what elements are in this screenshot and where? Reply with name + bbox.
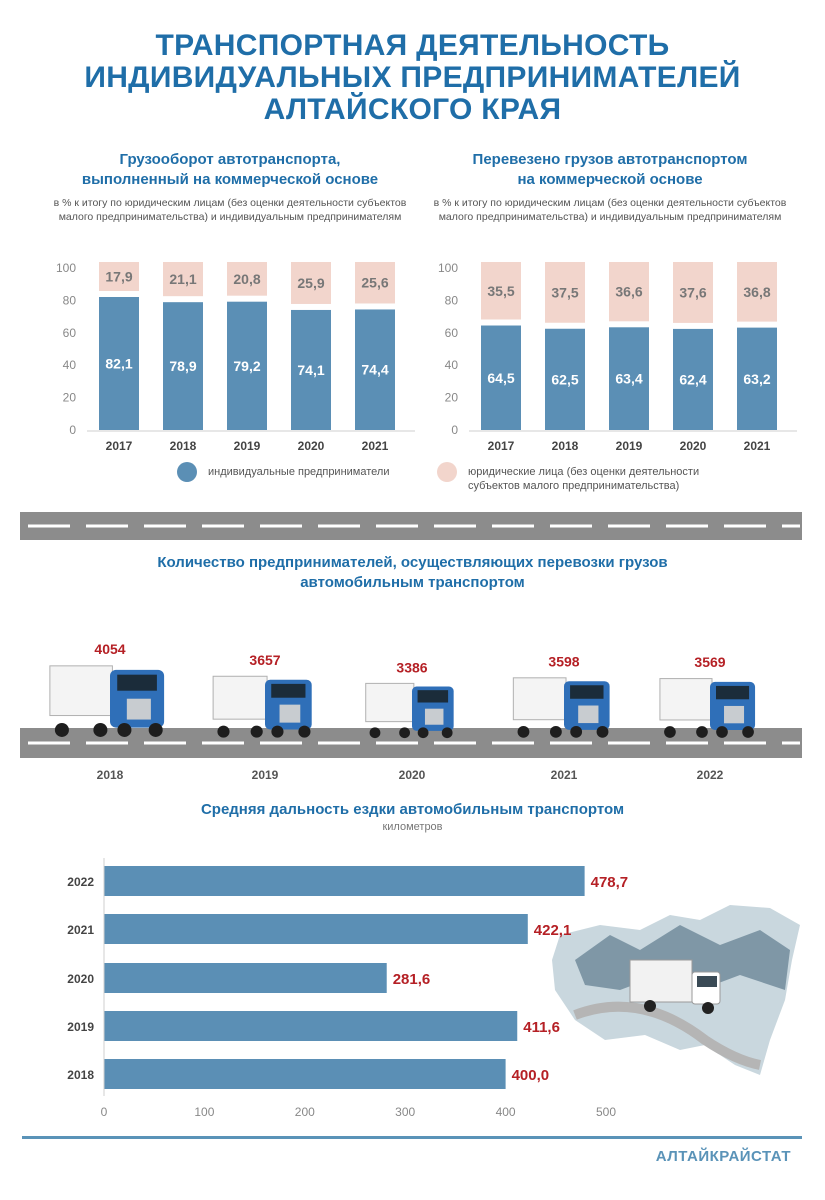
bar-legal-label: 20,8 <box>233 270 261 287</box>
truck-windshield <box>716 686 749 699</box>
distance-x-tick-label: 100 <box>194 1105 215 1119</box>
truck-wheel <box>271 726 283 738</box>
y-tick-label: 100 <box>55 261 76 275</box>
y-tick-label: 20 <box>62 390 76 405</box>
bar-ip-label: 62,5 <box>551 371 579 388</box>
x-tick-label: 2018 <box>169 439 197 453</box>
distance-bar <box>104 866 585 896</box>
distance-x-tick-label: 300 <box>395 1105 416 1119</box>
bar-ip-label: 79,2 <box>233 357 261 374</box>
truck-windshield <box>418 690 449 702</box>
truck-wheel <box>518 726 530 738</box>
truck-wheel <box>442 727 453 738</box>
title-line-3: АЛТАЙСКОГО КРАЯ <box>263 93 562 126</box>
legend-ip-label: индивидуальные предприниматели <box>208 466 390 478</box>
distance-year-label: 2020 <box>67 972 94 986</box>
road-divider <box>20 512 802 540</box>
bar-ip-label: 78,9 <box>169 358 197 375</box>
y-tick-label: 80 <box>444 293 458 308</box>
distance-bar <box>104 963 387 993</box>
bar-legal-label: 36,8 <box>743 283 771 300</box>
legend-legal-swatch <box>437 462 457 482</box>
distance-value-label: 478,7 <box>590 874 629 891</box>
y-tick-label: 60 <box>444 325 458 340</box>
bar-legal-label: 25,9 <box>297 274 325 291</box>
y-tick-label: 20 <box>444 390 458 405</box>
truck-year-label: 2021 <box>550 768 578 782</box>
altai-map-illustration <box>552 905 800 1075</box>
title-line-1: ТРАНСПОРТНАЯ ДЕЯТЕЛЬНОСТЬ <box>155 29 670 62</box>
x-tick-label: 2021 <box>361 439 389 453</box>
truck-value-label: 3386 <box>396 659 428 676</box>
bar-ip-label: 74,1 <box>297 361 325 378</box>
left-chart-title-line-2: выполненный на коммерческой основе <box>81 171 379 188</box>
truck-wheel <box>550 726 562 738</box>
bar-ip-label: 63,2 <box>743 370 771 387</box>
distance-value-label: 281,6 <box>392 971 431 988</box>
title-line-2: ИНДИВИДУАЛЬНЫХ ПРЕДПРИНИМАТЕЛЕЙ <box>84 61 741 94</box>
distance-value-label: 400,0 <box>511 1067 550 1084</box>
truck-value-label: 3657 <box>249 651 281 668</box>
distance-value-label: 422,1 <box>533 922 572 939</box>
truck-year-label: 2018 <box>96 768 124 782</box>
truck-wheel <box>664 726 676 738</box>
x-tick-label: 2021 <box>743 439 771 453</box>
trucks-title-line-2: автомобильным транспортом <box>300 574 525 591</box>
x-tick-label: 2020 <box>679 439 707 453</box>
trucks-road <box>20 728 802 758</box>
truck-year-label: 2019 <box>251 768 279 782</box>
truck-wheel <box>217 726 229 738</box>
truck-trailer <box>213 676 267 719</box>
truck-wheel <box>149 723 163 737</box>
y-tick-label: 40 <box>444 358 458 373</box>
truck-trailer <box>366 683 414 721</box>
distance-unit: километров <box>382 821 443 833</box>
y-tick-label: 60 <box>62 325 76 340</box>
map-truck-windshield <box>697 976 717 987</box>
distance-year-label: 2019 <box>67 1020 94 1034</box>
distance-chart <box>67 858 628 1119</box>
truck-trailer <box>50 666 113 716</box>
bar-legal-label: 37,6 <box>679 284 707 301</box>
x-tick-label: 2018 <box>551 439 579 453</box>
bar-ip-label: 74,4 <box>361 361 389 378</box>
truck-wheel <box>696 726 708 738</box>
distance-year-label: 2021 <box>67 923 94 937</box>
truck-trailer <box>660 679 712 720</box>
distance-bar <box>104 914 528 944</box>
truck-grille <box>127 699 151 720</box>
truck-grille <box>578 706 598 724</box>
truck-wheel <box>570 726 582 738</box>
map-truck-wheel <box>702 1002 714 1014</box>
truck-grille <box>280 705 301 723</box>
bar-legal-label: 21,1 <box>169 271 197 288</box>
distance-year-label: 2018 <box>67 1068 94 1082</box>
y-tick-label: 100 <box>437 261 458 275</box>
distance-x-tick-label: 200 <box>294 1105 315 1119</box>
right-chart-subtitle: в % к итогу по юридическим лицам (без оценки деятельности субъектов малого предпринимательства) и индивидуальным предпринимателям <box>433 197 787 223</box>
map-truck-wheel <box>644 1000 656 1012</box>
right-stacked-chart <box>438 261 797 453</box>
trucks-section-title <box>0 553 825 593</box>
right-chart-title-line-2: на коммерческой основе <box>517 171 703 188</box>
distance-year-label: 2022 <box>67 875 94 889</box>
x-tick-label: 2017 <box>487 439 515 453</box>
distance-value-label: 411,6 <box>523 1019 560 1036</box>
truck-value-label: 3598 <box>548 653 580 670</box>
bar-ip-label: 64,5 <box>487 369 515 386</box>
left-chart-title-line-1: Грузооборот автотранспорта, <box>119 151 341 168</box>
truck-wheel <box>251 726 263 738</box>
x-tick-label: 2020 <box>297 439 325 453</box>
trucks-title-line-1: Количество предпринимателей, осуществляющих перевозки грузов <box>157 554 668 571</box>
truck-value-label: 3569 <box>694 654 726 671</box>
x-tick-label: 2019 <box>233 439 261 453</box>
truck-year-label: 2022 <box>696 768 724 782</box>
x-tick-label: 2019 <box>615 439 643 453</box>
truck-wheel <box>370 727 381 738</box>
truck-wheel <box>418 727 429 738</box>
truck-grille <box>724 706 744 723</box>
truck-value-label: 4054 <box>94 640 126 657</box>
x-tick-label: 2017 <box>105 439 133 453</box>
truck-windshield <box>117 675 157 691</box>
bar-legal-label: 35,5 <box>487 282 515 299</box>
bar-ip-label: 62,4 <box>679 371 707 388</box>
distance-x-tick-label: 400 <box>495 1105 516 1119</box>
distance-x-tick-label: 500 <box>595 1105 617 1119</box>
bar-ip-label: 63,4 <box>615 370 643 387</box>
left-chart-subtitle: в % к итогу по юридическим лицам (без оценки деятельности субъектов малого предпринимательства) и индивидуальным предпринимателям <box>53 197 407 223</box>
truck-wheel <box>597 726 609 738</box>
footer-brand: АЛТАЙКРАЙСТАТ <box>655 1148 791 1165</box>
truck-wheel <box>716 726 728 738</box>
truck-wheel <box>742 726 754 738</box>
legend-legal-label: юридические лица (без оценки деятельности субъектов малого предпринимательства) <box>468 466 700 492</box>
truck-trailer <box>513 678 566 720</box>
footer-divider <box>22 1136 802 1139</box>
distance-bar <box>104 1011 517 1041</box>
bar-legal-label: 25,6 <box>361 274 389 291</box>
bar-ip-label: 82,1 <box>105 355 133 372</box>
map-truck-trailer <box>630 960 692 1002</box>
distance-section-title: Средняя дальность ездки автомобильным транспортом <box>200 801 625 818</box>
truck-wheel <box>117 723 131 737</box>
left-stacked-chart <box>56 261 415 453</box>
y-tick-label: 80 <box>62 293 76 308</box>
y-tick-label: 0 <box>69 423 76 437</box>
truck-wheel <box>298 726 310 738</box>
bar-legal-label: 36,6 <box>615 283 643 300</box>
truck-wheel <box>399 727 410 738</box>
y-tick-label: 0 <box>451 423 458 437</box>
bar-legal-label: 37,5 <box>551 284 579 301</box>
truck-year-label: 2020 <box>398 768 426 782</box>
bar-legal-label: 17,9 <box>105 268 133 285</box>
truck-windshield <box>570 685 603 699</box>
truck-wheel <box>93 723 107 737</box>
legend-ip-swatch <box>177 462 197 482</box>
truck-windshield <box>271 684 305 698</box>
truck-icon <box>50 666 164 737</box>
right-chart-title-line-1: Перевезено грузов автотранспортом <box>472 151 748 168</box>
trucks-chart <box>50 641 755 782</box>
distance-x-tick-label: 0 <box>100 1105 108 1119</box>
truck-grille <box>425 709 444 725</box>
distance-bar <box>104 1059 506 1089</box>
y-tick-label: 40 <box>62 358 76 373</box>
truck-wheel <box>55 723 69 737</box>
